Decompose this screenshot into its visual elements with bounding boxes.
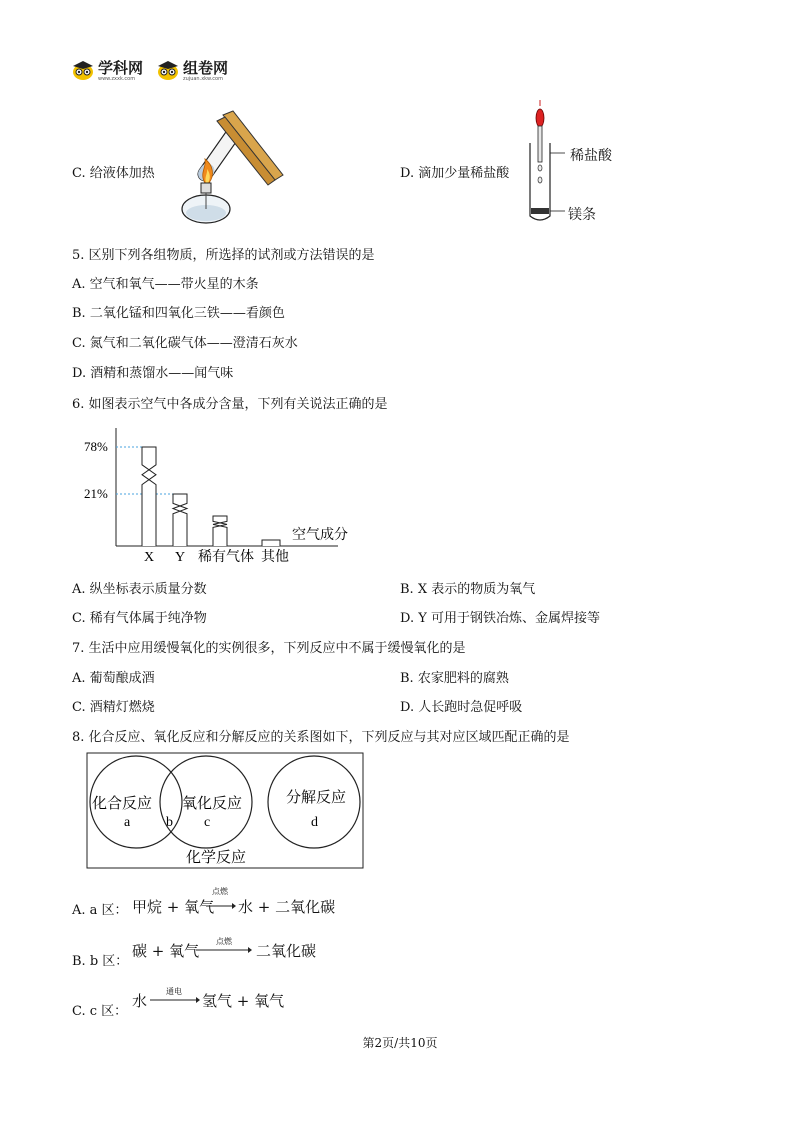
region-c: c — [204, 815, 211, 830]
label-dilute-hcl: 稀盐酸 — [570, 148, 612, 164]
y-tick-78: 78% — [84, 439, 108, 454]
q6-stem: 6. 如图表示空气中各成分含量，下列有关说法正确的是 — [72, 397, 388, 412]
q8-option-b-left: 碳 + 氧气 — [132, 942, 200, 960]
region-d: d — [311, 815, 318, 830]
q6-option-d: D. Y 可用于钢铁冶炼、金属焊接等 — [400, 611, 600, 626]
q8-option-b-right: 二氧化碳 — [256, 942, 317, 960]
q6-option-b: B. X 表示的物质为氧气 — [400, 582, 536, 597]
x-tick-x: X — [143, 550, 155, 565]
x-tick-rare-gas: 稀有气体 — [198, 550, 254, 565]
logo-zujuan-name: 组卷网 — [183, 59, 229, 77]
bar-1 — [173, 494, 187, 546]
arrow-right-icon — [196, 945, 252, 955]
owl-logo-icon — [72, 60, 94, 80]
q5-option-b: B. 二氧化锰和四氧化三铁——看颜色 — [72, 306, 285, 321]
label-oxidation: 氧化反应 — [182, 796, 243, 812]
x-tick-y: Y — [174, 550, 186, 565]
q5-option-d: D. 酒精和蒸馏水——闻气味 — [72, 366, 234, 381]
q8-stem: 8. 化合反应、氧化反应和分解反应的关系图如下，下列反应与其对应区域匹配正确的是 — [72, 730, 570, 745]
q7-option-a: A. 葡萄酿成酒 — [72, 671, 155, 686]
q8-option-b-condition: 点燃 — [216, 937, 232, 946]
bar-3 — [262, 540, 280, 546]
region-a: a — [124, 815, 131, 830]
bar-0 — [142, 447, 156, 546]
q4-option-d: D. 滴加少量稀盐酸 — [400, 166, 510, 181]
y-tick-21: 21% — [84, 486, 108, 501]
q8-option-c-right: 氢气 + 氧气 — [202, 992, 285, 1010]
q8-option-c-label: C. c 区： — [72, 1004, 128, 1019]
logo-zujuan-url: zujuan.xkw.com — [183, 76, 223, 82]
q8-option-c-condition: 通电 — [166, 987, 182, 996]
q4-option-c: C. 给液体加热 — [72, 166, 155, 181]
logo-zxxk-name: 学科网 — [98, 59, 144, 77]
q7-stem: 7. 生活中应用缓慢氧化的实例很多，下列反应中不属于缓慢氧化的是 — [72, 641, 466, 656]
x-axis-label: 空气成分 — [292, 528, 348, 543]
arrow-right-icon — [150, 995, 200, 1005]
label-decomposition: 分解反应 — [286, 790, 347, 806]
q8-option-a-condition: 点燃 — [212, 887, 228, 896]
q8-option-a-left: 甲烷 + 氧气 — [132, 898, 215, 916]
q8-option-b-label: B. b 区： — [72, 954, 129, 969]
q5-option-a: A. 空气和氧气——带火星的木条 — [72, 277, 259, 292]
q8-option-c-left: 水 — [132, 992, 148, 1010]
q7-option-c: C. 酒精灯燃烧 — [72, 700, 155, 715]
q6-option-a: A. 纵坐标表示质量分数 — [72, 582, 207, 597]
owl-logo-icon — [157, 60, 179, 80]
q8-option-a-label: A. a 区： — [72, 903, 128, 918]
label-chemical-reaction: 化学反应 — [186, 850, 247, 866]
page-number: 第2页/共10页 — [362, 1036, 438, 1050]
label-magnesium-strip: 镁条 — [568, 207, 596, 223]
q8-option-a-right: 水 + 二氧化碳 — [238, 898, 336, 916]
heating-liquid-illustration — [175, 105, 285, 230]
q5-option-c: C. 氮气和二氧化碳气体——澄清石灰水 — [72, 336, 298, 351]
q7-option-b: B. 农家肥料的腐熟 — [400, 671, 509, 686]
q6-option-c: C. 稀有气体属于纯净物 — [72, 611, 207, 626]
reaction-venn-diagram — [86, 752, 366, 872]
label-combination: 化合反应 — [92, 796, 153, 812]
q5-stem: 5. 区别下列各组物质，所选择的试剂或方法错误的是 — [72, 248, 375, 263]
q7-option-d: D. 人长跑时急促呼吸 — [400, 700, 523, 715]
region-b: b — [166, 815, 173, 830]
x-tick-other: 其他 — [261, 550, 289, 565]
logo-zxxk — [72, 60, 143, 82]
header-logos — [72, 60, 228, 82]
air-composition-chart — [70, 420, 370, 572]
arrow-right-icon — [206, 901, 236, 911]
logo-zujuan — [157, 60, 228, 82]
bar-2 — [213, 516, 227, 546]
logo-zxxk-url: www.zxxk.com — [98, 76, 136, 82]
